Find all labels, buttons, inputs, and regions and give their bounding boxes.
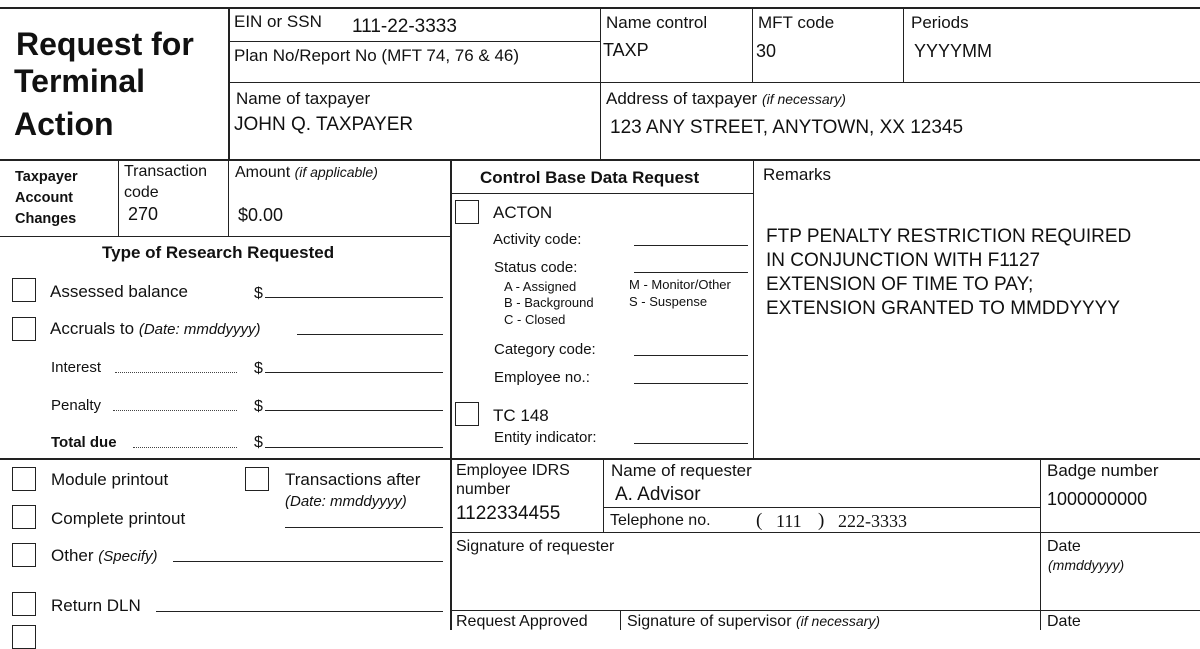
rule [118,159,119,236]
other-note: (Specify) [98,548,158,565]
rule [0,236,450,237]
requester-name-value[interactable]: A. Advisor [615,484,701,505]
supervisor-signature-label [627,614,880,630]
amount-label-text: Amount [235,164,291,181]
interest-field[interactable] [265,372,443,373]
rule [903,7,904,82]
periods-label: Periods [911,13,969,32]
penalty-field[interactable] [265,410,443,411]
total-due-field[interactable] [265,447,443,448]
telephone-label: Telephone no. [610,512,711,529]
badge-value[interactable]: 1000000000 [1047,489,1148,509]
return-dln-checkbox[interactable] [12,592,36,616]
form-title: Request for [16,26,194,62]
rule [0,458,1200,460]
mft-label: MFT code [758,13,835,32]
ein-label: EIN or SSN [234,12,322,31]
rule [0,159,1200,161]
remarks-label: Remarks [763,165,832,184]
name-control-label: Name control [606,13,708,32]
accruals-label [50,320,261,337]
supervisor-date-label: Date [1047,613,1081,630]
return-dln-label: Return DLN [51,596,141,615]
idrs-label: Employee IDRS [456,462,570,479]
other-checkbox[interactable] [12,543,36,567]
leader-dots [115,372,237,373]
tc148-checkbox[interactable] [455,402,479,426]
other-field[interactable] [173,561,443,562]
idrs-label: number [456,481,511,498]
rule [228,82,1200,83]
dollar-sign: $ [254,360,263,377]
transactions-date-note: (Date: mmddyyyy) [285,493,407,510]
accruals-date-field[interactable] [297,334,443,335]
badge-label: Badge number [1047,461,1159,480]
rule [228,7,230,159]
dollar-sign: $ [254,434,263,451]
complete-printout-checkbox[interactable] [12,505,36,529]
transactions-after-checkbox[interactable] [245,467,269,491]
interest-label: Interest [51,359,102,376]
status-code-label: Status code: [494,259,578,276]
form-title: Action [14,106,114,142]
assessed-balance-checkbox[interactable] [12,278,36,302]
plan-label: Plan No/Report No (MFT 74, 76 & 46) [234,46,520,65]
research-heading: Type of Research Requested [102,243,335,262]
rule [228,159,229,236]
transaction-code-label: Transaction [124,163,207,180]
address-label [606,90,846,107]
acton-checkbox[interactable] [455,200,479,224]
status-option-c: C - Closed [504,312,566,327]
category-code-field[interactable] [634,355,748,356]
remarks-line[interactable]: EXTENSION OF TIME TO PAY; [766,274,1034,295]
tc148-label: TC 148 [493,406,549,425]
remarks-line[interactable]: FTP PENALTY RESTRICTION REQUIRED [766,226,1132,247]
requester-name-label: Name of requester [611,461,752,480]
ein-value[interactable]: 111-22-3333 [352,16,457,37]
status-option-s: S - Suspense [629,294,708,309]
activity-code-field[interactable] [634,245,748,246]
account-changes-label: Account [15,190,73,206]
telephone-number[interactable]: 222-3333 [838,511,907,531]
telephone-area-code[interactable]: 111 [776,511,802,531]
idrs-value[interactable]: 1122334455 [456,503,561,524]
amount-value[interactable]: $0.00 [238,205,284,225]
rule [450,193,753,194]
module-printout-checkbox[interactable] [12,467,36,491]
return-dln-field[interactable] [156,611,443,612]
rule [620,610,621,630]
rule [450,610,1200,611]
supervisor-label-text: Signature of supervisor [627,613,792,630]
category-code-label: Category code: [494,341,596,358]
total-due-label: Total due [51,434,117,451]
accruals-label-text: Accruals to [50,319,135,338]
rule [450,532,1200,533]
entity-indicator-field[interactable] [634,443,748,444]
transactions-after-label: Transactions after [285,470,421,489]
status-code-field[interactable] [634,272,748,273]
transaction-code-label: code [124,184,159,201]
status-option-b: B - Background [504,295,594,310]
dollar-sign: $ [254,398,263,415]
amount-label [235,165,378,181]
leader-dots [133,447,237,448]
employee-no-field[interactable] [634,383,748,384]
telephone-paren: ( [756,510,763,531]
module-printout-label: Module printout [51,470,169,489]
account-changes-label: Changes [15,211,77,227]
amount-label-note: (if applicable) [294,164,378,180]
control-base-heading: Control Base Data Request [480,168,700,187]
periods-value[interactable]: YYYYMM [914,41,993,61]
telephone-paren: ) [818,510,825,531]
status-option-m: M - Monitor/Other [629,277,731,292]
remarks-line[interactable]: EXTENSION GRANTED TO MMDDYYYY [766,298,1121,319]
account-changes-label: Taxpayer [15,169,78,185]
activity-code-label: Activity code: [493,231,582,248]
penalty-label: Penalty [51,397,102,414]
mft-value[interactable]: 30 [756,41,777,61]
form-title: Terminal [14,63,145,99]
transaction-code-value[interactable]: 270 [128,204,159,224]
rule [228,41,600,42]
cut-off-checkbox[interactable] [12,625,36,649]
rule [1040,532,1041,630]
leader-dots [113,410,237,411]
name-control-value[interactable]: TAXP [603,40,649,60]
address-label-text: Address of taxpayer [606,89,758,108]
taxpayer-name-value[interactable]: JOHN Q. TAXPAYER [234,114,414,135]
acton-label: ACTON [493,203,553,222]
complete-printout-label: Complete printout [51,509,186,528]
supervisor-note: (if necessary) [795,613,881,629]
assessed-balance-field[interactable] [265,297,443,298]
rule [600,7,601,159]
taxpayer-name-label: Name of taxpayer [236,89,371,108]
employee-no-label: Employee no.: [494,369,590,386]
request-approved-label[interactable]: Request Approved [456,613,588,630]
other-label [51,547,157,564]
address-value[interactable]: 123 ANY STREET, ANYTOWN, XX 12345 [610,117,964,138]
rule [450,159,452,630]
rule [603,507,1040,508]
rule [753,159,754,458]
date-label: Date [1047,538,1081,555]
rule [752,7,753,82]
remarks-line[interactable]: IN CONJUNCTION WITH F1127 [766,250,1041,271]
rule [1040,458,1041,532]
assessed-balance-label: Assessed balance [50,282,188,301]
address-label-note: (if necessary) [761,91,846,107]
other-label-text: Other [51,546,94,565]
date-format-note: (mmddyyyy) [1048,557,1125,573]
rule [603,458,604,532]
dollar-sign: $ [254,285,263,302]
accruals-date-note: (Date: mmddyyyy) [138,321,261,338]
status-option-a: A - Assigned [504,279,577,294]
entity-indicator-label: Entity indicator: [494,429,597,446]
transactions-after-field[interactable] [285,527,443,528]
accruals-checkbox[interactable] [12,317,36,341]
signature-label: Signature of requester [456,538,615,555]
